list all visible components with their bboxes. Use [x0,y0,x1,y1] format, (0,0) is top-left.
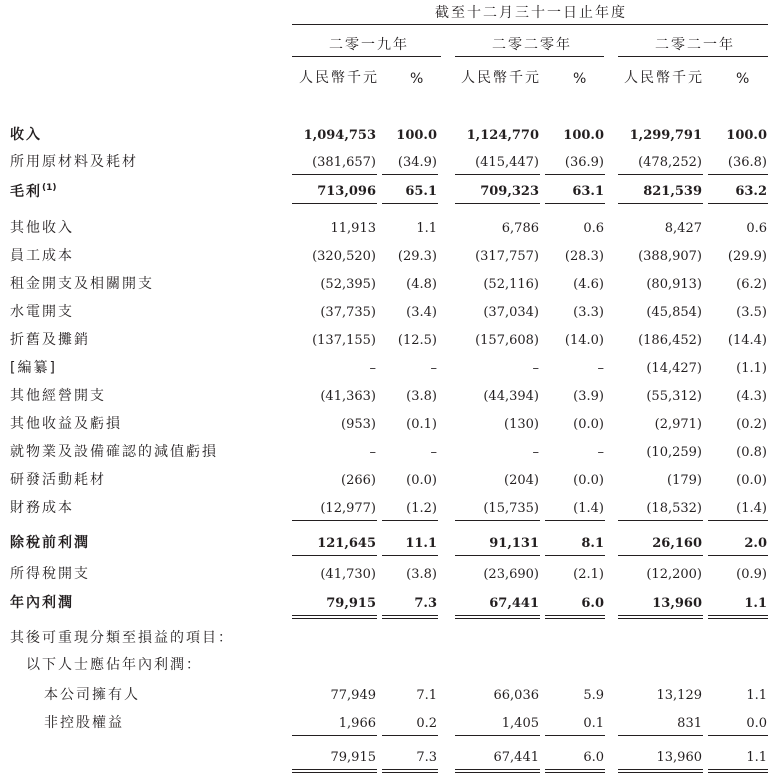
underline-rule [292,520,377,521]
table-cell: 67,441 [489,596,539,611]
table-cell: – [532,361,539,376]
table-cell: 79,915 [326,596,376,611]
table-cell: (0.9) [736,567,767,582]
table-cell: (12.5) [397,333,437,348]
underline-rule [618,618,703,619]
underline-rule [455,615,540,616]
table-cell: 0.0 [746,716,767,731]
table-cell: (0.0) [573,417,604,432]
table-cell: (3.3) [573,305,604,320]
underline-rule [382,203,438,204]
table-cell: 100.0 [563,128,604,143]
unit-label-2019: 人民幣千元 [299,70,379,86]
table-cell: 6,786 [501,221,539,236]
row-label [10,631,234,645]
underline-rule [618,769,703,770]
underline-rule [618,520,703,521]
table-cell: (1.1) [736,361,767,376]
row-label-text: 所得稅開支 [10,566,90,582]
table-cell: 7.1 [416,688,437,703]
row-label-text: 就物業及設備確認的減值虧損 [10,444,218,460]
row-label-text: 其他經營開支 [10,388,106,404]
table-cell: (45,854) [646,305,702,320]
table-cell: (415,447) [475,155,539,170]
underline-rule [455,772,540,773]
underline-rule [708,555,768,556]
row-label [10,596,74,610]
table-cell: 6.0 [581,596,604,611]
table-cell: (0.8) [736,445,767,460]
underline-rule [292,735,377,736]
period-header: 截至十二月三十一日止年度 [435,5,627,21]
table-cell: – [369,445,376,460]
table-cell: 121,645 [317,536,376,551]
year-2021-rule [618,56,768,57]
table-cell: (3.5) [736,305,767,320]
table-cell: (3.4) [406,305,437,320]
pct-label-2019: % [410,71,426,87]
table-cell: 1.1 [416,221,437,236]
underline-rule [545,735,605,736]
table-cell: (3.9) [573,389,604,404]
table-cell: (0.2) [736,417,767,432]
underline-rule [292,555,377,556]
row-label-text: 財務成本 [10,500,74,516]
row-label [10,305,74,319]
row-label [10,567,90,581]
underline-rule [545,203,605,204]
table-cell: (130) [504,417,539,432]
table-cell: 1.1 [744,596,767,611]
row-label-text: 年內利潤 [10,595,74,611]
table-cell: 1,966 [338,716,376,731]
year-2020-rule [455,56,604,57]
table-cell: 100.0 [726,128,767,143]
row-label [10,128,42,142]
underline-rule [545,555,605,556]
underline-rule [292,203,377,204]
underline-rule [708,174,768,175]
table-cell: (0.0) [736,473,767,488]
table-cell: (953) [341,417,376,432]
row-label [10,445,218,459]
underline-rule [292,618,377,619]
table-cell: (29.3) [397,249,437,264]
table-cell: (41,730) [320,567,376,582]
underline-rule [545,520,605,521]
table-cell: 8.1 [581,536,604,551]
year-2019-header: 二零一九年 [329,37,409,53]
table-cell: (1.2) [406,501,437,516]
table-cell: (204) [504,473,539,488]
table-cell: (37,034) [483,305,539,320]
row-label [10,361,57,375]
underline-rule [292,772,377,773]
table-cell: 26,160 [652,536,702,551]
underline-rule [618,174,703,175]
underline-rule [382,615,438,616]
underline-rule [382,769,438,770]
unit-label-2020: 人民幣千元 [461,70,541,86]
row-label [10,184,57,199]
table-cell: 1.1 [746,750,767,765]
table-cell: 63.2 [735,184,767,199]
table-cell: (52,395) [320,277,376,292]
table-cell: 0.6 [746,221,767,236]
row-label [10,333,90,347]
table-cell: 8,427 [664,221,702,236]
table-cell: (4.8) [406,277,437,292]
table-cell: (80,913) [646,277,702,292]
underline-rule [455,520,540,521]
underline-rule [455,735,540,736]
table-cell: 0.2 [416,716,437,731]
table-cell: 7.3 [414,596,437,611]
table-cell: 79,915 [330,750,376,765]
row-label [44,688,140,702]
table-cell: (52,116) [483,277,539,292]
period-rule [292,24,768,25]
table-cell: (179) [667,473,702,488]
table-cell: 13,129 [656,688,702,703]
table-cell: (10,259) [646,445,702,460]
table-cell: 713,096 [317,184,376,199]
table-cell: – [430,361,437,376]
table-cell: 1,405 [501,716,539,731]
row-label [10,221,74,235]
table-cell: (14,427) [646,361,702,376]
table-cell: 5.9 [583,688,604,703]
underline-rule [708,618,768,619]
row-label-text: [編纂] [10,360,57,376]
row-label-text: 收入 [10,127,42,143]
underline-rule [708,769,768,770]
table-cell: (12,977) [320,501,376,516]
underline-rule [618,555,703,556]
table-cell: (4.6) [573,277,604,292]
table-cell: (388,907) [638,249,702,264]
pct-label-2021: % [736,71,752,87]
table-cell: (478,252) [638,155,702,170]
underline-rule [618,203,703,204]
table-cell: – [597,361,604,376]
underline-rule [382,772,438,773]
table-cell: (41,363) [320,389,376,404]
table-cell: (266) [341,473,376,488]
year-2020-header: 二零二零年 [492,37,572,53]
table-cell: 13,960 [652,596,702,611]
underline-rule [545,769,605,770]
table-cell: 821,539 [643,184,702,199]
table-cell: 91,131 [489,536,539,551]
table-cell: 0.1 [583,716,604,731]
row-label-text: 毛利 [10,184,42,200]
row-label-text: 其後可重現分類至損益的項目： [10,630,234,646]
table-cell: (0.1) [406,417,437,432]
underline-rule [708,203,768,204]
table-cell: 1,094,753 [303,128,376,143]
table-cell: (2,971) [654,417,702,432]
row-label-text: 折舊及攤銷 [10,332,90,348]
underline-rule [618,735,703,736]
underline-rule [545,772,605,773]
table-cell: (34.9) [397,155,437,170]
table-cell: 1,299,791 [629,128,702,143]
row-label-text: 其他收入 [10,220,74,236]
table-cell: (37,735) [320,305,376,320]
row-label [44,716,124,730]
underline-rule [708,772,768,773]
table-cell: 63.1 [572,184,604,199]
underline-rule [455,618,540,619]
year-2021-header: 二零二一年 [655,37,735,53]
underline-rule [545,615,605,616]
table-cell: (36.8) [727,155,767,170]
table-cell: 66,036 [493,688,539,703]
table-cell: (36.9) [564,155,604,170]
table-cell: 100.0 [396,128,437,143]
table-cell: (0.0) [573,473,604,488]
table-cell: (23,690) [483,567,539,582]
row-label-text: 除稅前利潤 [10,535,90,551]
table-cell: 11,913 [330,221,376,236]
table-cell: (1.4) [573,501,604,516]
underline-rule [292,769,377,770]
table-cell: (137,155) [312,333,376,348]
table-cell: (317,757) [475,249,539,264]
table-cell: 11.1 [405,536,437,551]
underline-rule [455,555,540,556]
row-label [10,277,154,291]
underline-rule [292,615,377,616]
row-label-text: 非控股權益 [44,715,124,731]
row-label-text: 水電開支 [10,304,74,320]
row-label-text: 其他收益及虧損 [10,416,122,432]
row-label-text: 本公司擁有人 [44,687,140,703]
row-label [26,658,202,672]
table-cell: (28.3) [564,249,604,264]
table-cell: (157,608) [475,333,539,348]
table-cell: (381,657) [312,155,376,170]
table-cell: – [430,445,437,460]
table-cell: (186,452) [638,333,702,348]
row-label [10,501,74,515]
row-label-text: 員工成本 [10,248,74,264]
row-label [10,417,122,431]
row-label [10,473,106,487]
table-cell: 77,949 [330,688,376,703]
table-cell: 1.1 [746,688,767,703]
underline-rule [545,174,605,175]
table-cell: (55,312) [646,389,702,404]
footnote-marker: (1) [42,183,57,193]
table-cell: 7.3 [416,750,437,765]
underline-rule [708,615,768,616]
table-cell: (0.0) [406,473,437,488]
underline-rule [708,520,768,521]
row-label [10,536,90,550]
table-cell: (320,520) [312,249,376,264]
table-cell: (14.0) [564,333,604,348]
table-cell: (4.3) [736,389,767,404]
table-cell: 13,960 [656,750,702,765]
underline-rule [292,174,377,175]
table-cell: – [369,361,376,376]
unit-label-2021: 人民幣千元 [624,70,704,86]
table-cell: 65.1 [405,184,437,199]
table-cell: (12,200) [646,567,702,582]
table-cell: – [532,445,539,460]
table-cell: (44,394) [483,389,539,404]
underline-rule [382,520,438,521]
table-cell: 6.0 [583,750,604,765]
underline-rule [455,769,540,770]
table-cell: 1,124,770 [466,128,539,143]
underline-rule [618,772,703,773]
underline-rule [618,615,703,616]
row-label-text: 以下人士應佔年內利潤： [26,657,202,673]
underline-rule [382,618,438,619]
row-label [10,249,74,263]
table-cell: (29.9) [727,249,767,264]
underline-rule [545,618,605,619]
table-cell: – [597,445,604,460]
underline-rule [455,203,540,204]
table-cell: 0.6 [583,221,604,236]
table-cell: (6.2) [736,277,767,292]
underline-rule [382,174,438,175]
underline-rule [382,735,438,736]
table-cell: 831 [677,716,702,731]
table-cell: (14.4) [727,333,767,348]
underline-rule [708,735,768,736]
table-cell: 709,323 [480,184,539,199]
table-cell: 2.0 [744,536,767,551]
table-cell: (2.1) [573,567,604,582]
year-2019-rule [292,56,441,57]
underline-rule [382,555,438,556]
table-cell: 67,441 [493,750,539,765]
pct-label-2020: % [573,71,589,87]
row-label-text: 研發活動耗材 [10,472,106,488]
table-cell: (3.8) [406,389,437,404]
table-cell: (1.4) [736,501,767,516]
row-label [10,389,106,403]
row-label-text: 所用原材料及耗材 [10,154,138,170]
table-cell: (18,532) [646,501,702,516]
row-label [10,155,138,169]
table-cell: (3.8) [406,567,437,582]
underline-rule [455,174,540,175]
row-label-text: 租金開支及相關開支 [10,276,154,292]
table-cell: (15,735) [483,501,539,516]
